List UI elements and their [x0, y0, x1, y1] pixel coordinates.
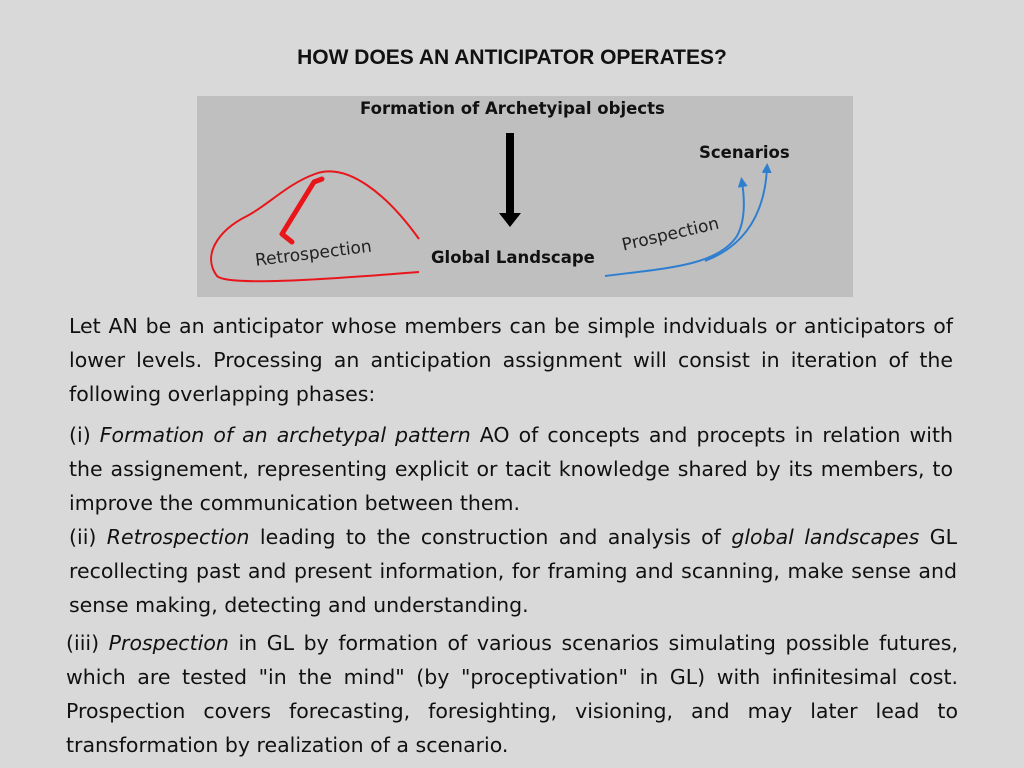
- phase-ii-paragraph: [69, 520, 957, 622]
- intro-paragraph: Let AN be an anticipator whose members can be simple indviduals or anticipators of lower levels. Processing an anticipation assignment will consist in iteration of the following overlapping phases:: [69, 314, 953, 406]
- phase-ii-emphasis-b: global landscapes: [731, 525, 920, 549]
- phase-iii-text: in GL by formation of various scenarios simulating possible futures, which are tested "in the mind" (by "proceptivation" in GL) with infinitesimal cost. Prospection covers forecasting, foresighting, visioning, and may later lead to transformation by realization of a scenario.: [66, 631, 958, 757]
- retrospection-label: Retrospection: [254, 236, 373, 271]
- global-landscape-label: Global Landscape: [431, 248, 595, 267]
- phase-i-paragraph: [69, 418, 953, 520]
- formation-arrow-shaft: [506, 133, 514, 215]
- slide-title: HOW DOES AN ANTICIPATOR OPERATES?: [297, 46, 727, 69]
- phase-ii-prefix: (ii): [69, 525, 107, 549]
- prospection-label: Prospection: [620, 213, 721, 256]
- phase-iii-prefix: (iii): [66, 631, 109, 655]
- formation-arrow-head: [499, 213, 521, 227]
- phase-i-text: AO of concepts and procepts in relation with the assignement, representing explicit or tacit knowledge shared by its members, to improve the communication between them.: [69, 423, 953, 515]
- scenarios-label: Scenarios: [699, 143, 790, 162]
- phase-iii-emphasis: Prospection: [108, 631, 229, 655]
- phase-ii-text-a: leading to the construction and analysis of: [249, 525, 732, 549]
- retrospection-curve: [211, 171, 419, 281]
- phase-ii-text-b: GL recollecting past and present information, for framing and scanning, make sense and sense making, detecting and understanding.: [69, 525, 958, 617]
- anticipator-diagram: [197, 96, 853, 297]
- phase-iii-paragraph: [66, 626, 958, 762]
- phase-ii-emphasis: Retrospection: [106, 525, 250, 549]
- formation-label: Formation of Archetyipal objects: [360, 99, 665, 118]
- phase-i-prefix: (i): [69, 423, 100, 447]
- phase-i-emphasis: Formation of an archetypal pattern: [99, 423, 471, 447]
